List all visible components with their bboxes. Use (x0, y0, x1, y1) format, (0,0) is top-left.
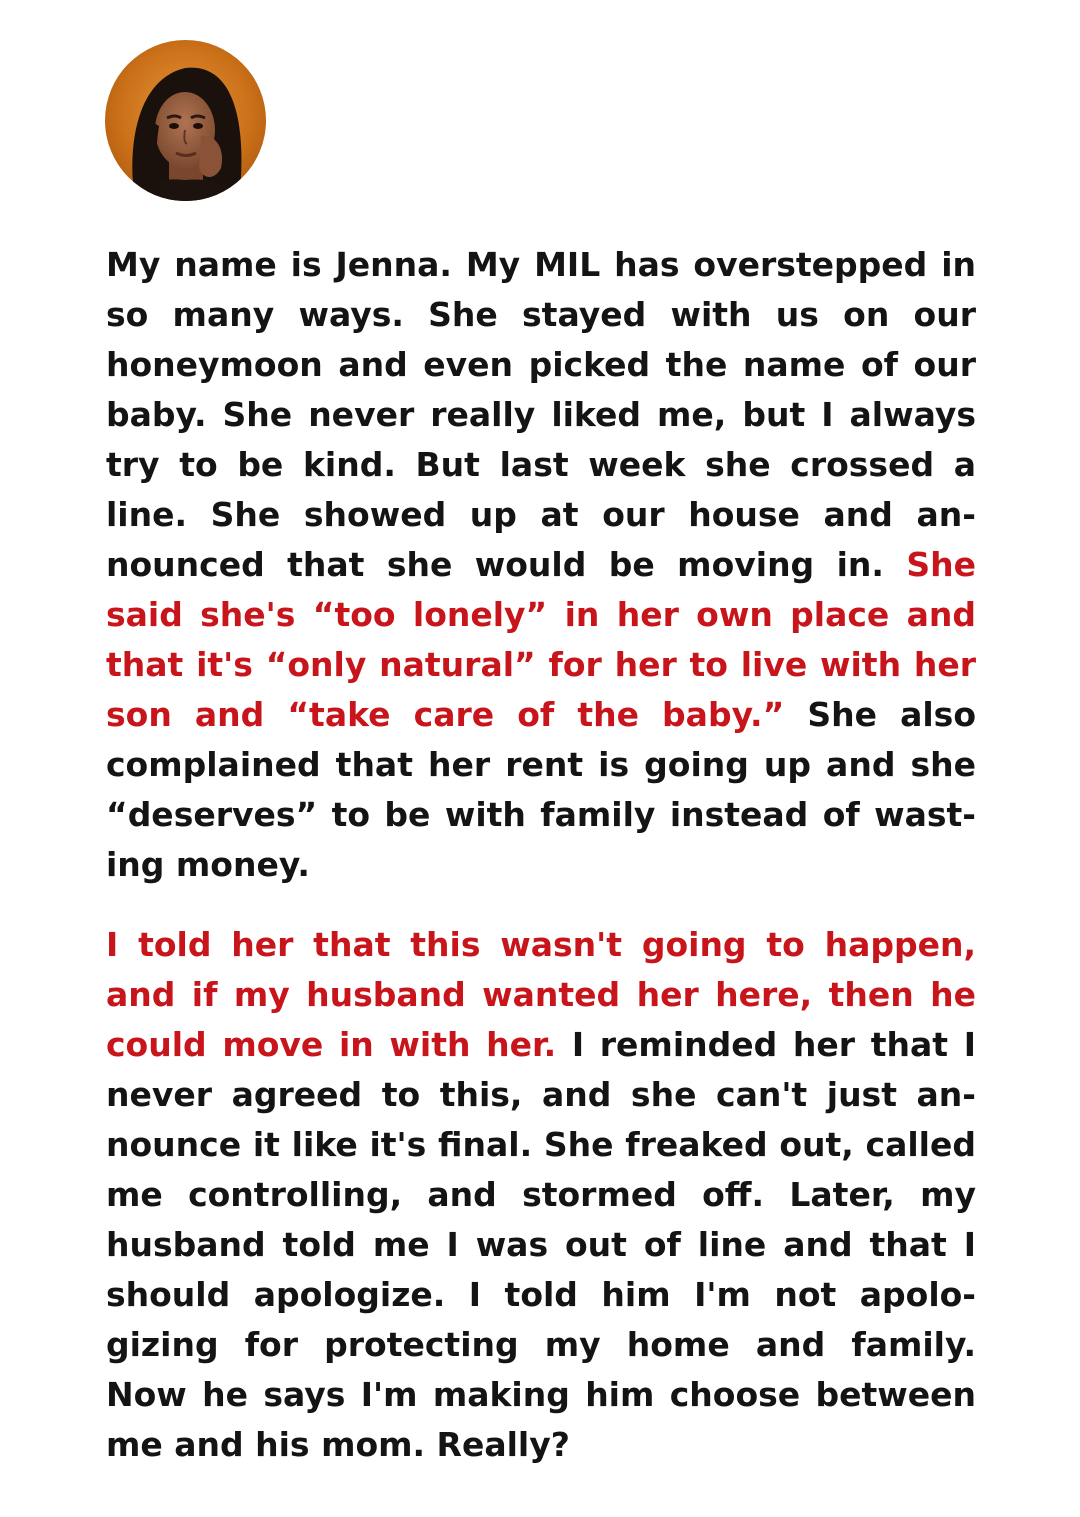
avatar-portrait-icon (105, 40, 266, 201)
woman-portrait-avatar (105, 40, 266, 201)
story-paragraph-1-highlight: She said she's “too lonely” in her own place and that it's “only natural” for her to live with her son and “take care of the baby.” (106, 545, 976, 734)
story-text (106, 240, 976, 1470)
story-paragraph-1-intro: My name is Jenna. My MIL has overstepped in so many ways. She stayed with us on our honeymoon and even picked the name of our baby. She never really liked me, but I always try to be kind. But last week she crossed a line. She showed up at our house and announced that she would be moving in. (106, 245, 976, 584)
story-paragraph-2-outro: I reminded her that I never agreed to this, and she can't just announce it like it's final. She freaked out, called me controlling, and stormed off. Later, my husband told me I was out of line and that I should apologize. I told him I'm not apologizing for protecting my home and family. Now he says I'm making him choose between me and his mom. Really? (106, 1025, 977, 1464)
story-paragraph-1 (106, 240, 976, 890)
story-paragraph-1-outro: She also complained that her rent is going up and she “deserves” to be with family instead of wasting money. (106, 695, 976, 884)
story-paragraph-2-highlight: I told her that this wasn't going to happen, and if my husband wanted her here, then he could move in with her. (106, 925, 976, 1064)
story-paragraph-2 (106, 920, 976, 1470)
